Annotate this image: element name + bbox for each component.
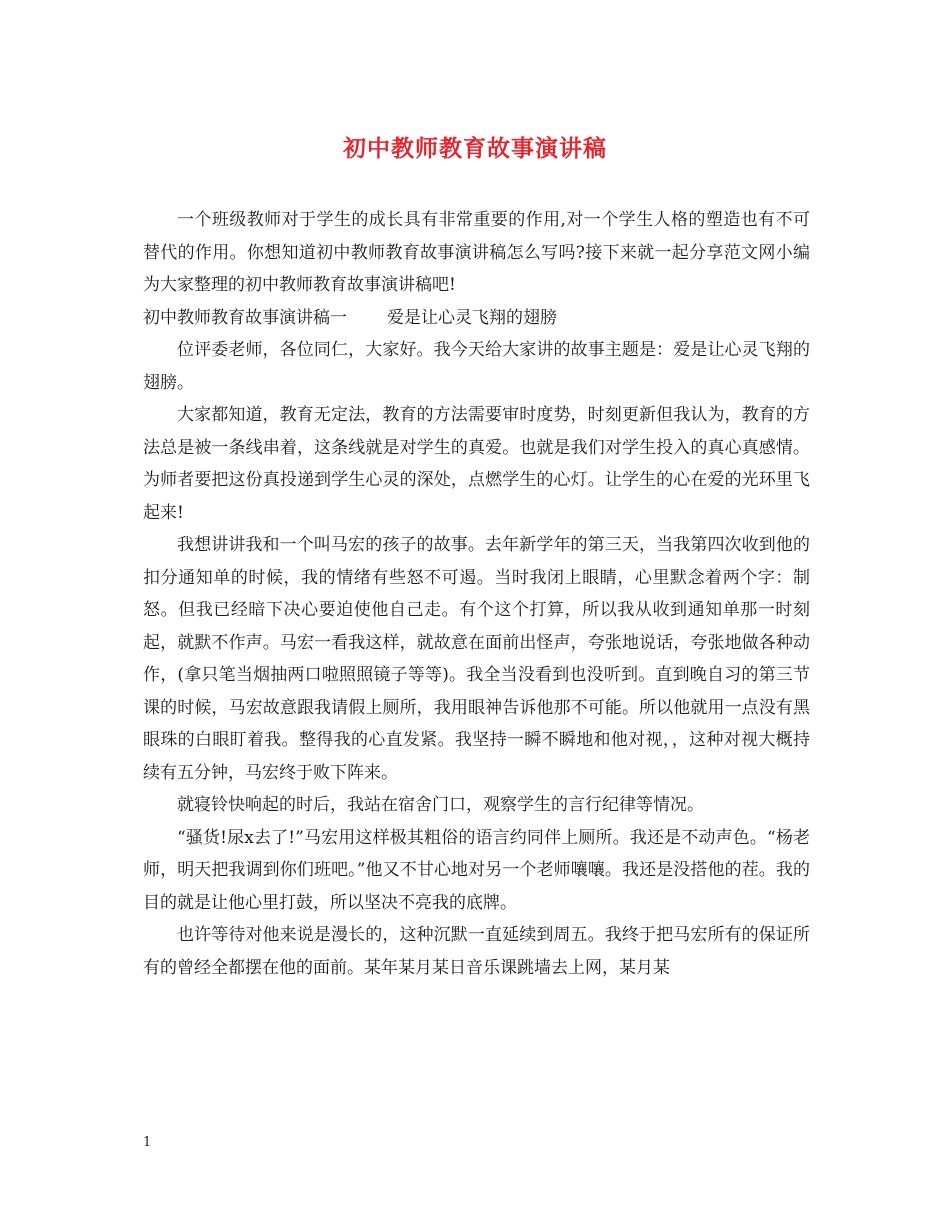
intro-paragraph: 一个班级教师对于学生的成长具有非常重要的作用,对一个学生人格的塑造也有不可替代的作用。你想知道初中教师教育故事演讲稿怎么写吗?接下来就一起分享范文网小编为大家整理的初中教师教育故事演讲稿吧! xyxy=(143,210,810,295)
paragraph: 我想讲讲我和一个叫马宏的孩子的故事。去年新学年的第三天，当我第四次收到他的扣分通知单的时候，我的情绪有些怒不可遏。当时我闭上眼睛，心里默念着两个字：制怒。但我已经暗下决心要迫使他自己走。有个这个打算，所以我从收到通知单那一时刻起，就默不作声。马宏一看我这样，就故意在面前出怪声，夸张地说话，夸张地做各种动作，(拿只笔当烟抽两口啦照照镜子等等)。我全当没看到也没听到。直到晚自习的第三节课的时候，马宏故意跟我请假上厕所，我用眼神告诉他那不可能。所以他就用一点没有黑眼珠的白眼盯着我。整得我的心直发紧。我坚持一瞬不瞬地和他对视，，这种对视大概持续有五分钟，马宏终于败下阵来。 xyxy=(143,535,810,783)
paragraph: “骚货!尿x去了!”马宏用这样极其粗俗的语言约同伴上厕所。我还是不动声色。“杨老师，明天把我调到你们班吧。”他又不甘心地对另一个老师嚷嚷。我还是没搭他的茬。我的目的就是让他心里打鼓，所以坚决不亮我的底牌。 xyxy=(143,827,810,913)
document-title: 初中教师教育故事演讲稿 xyxy=(343,135,607,162)
page-number: 1 xyxy=(143,1135,152,1150)
section-heading-subtitle: 爱是让心灵飞翔的翅膀 xyxy=(387,307,557,328)
paragraph: 就寝铃快响起的时后，我站在宿舍门口，观察学生的言行纪律等情况。 xyxy=(177,795,704,815)
paragraph: 大家都知道，教育无定法，教育的方法需要审时度势，时刻更新但我认为，教育的方法总是被一条线串着，这条线就是对学生的真爱。也就是我们对学生投入的真心真感情。为师者要把这份真投递到学生心灵的深处，点燃学生的心灯。让学生的心在爱的光环里飞起来! xyxy=(143,405,810,523)
paragraph: 位评委老师，各位同仁，大家好。我今天给大家讲的故事主题是：爱是让心灵飞翔的翅膀。 xyxy=(143,340,810,393)
section-heading-label: 初中教师教育故事演讲稿一 xyxy=(143,307,347,328)
section-heading xyxy=(143,302,810,335)
paragraph: 也许等待对他来说是漫长的，这种沉默一直延续到周五。我终于把马宏所有的保证所有的曾经全都摆在他的面前。某年某月某日音乐课跳墙去上网，某月某 xyxy=(143,925,810,978)
document-body xyxy=(143,204,810,984)
